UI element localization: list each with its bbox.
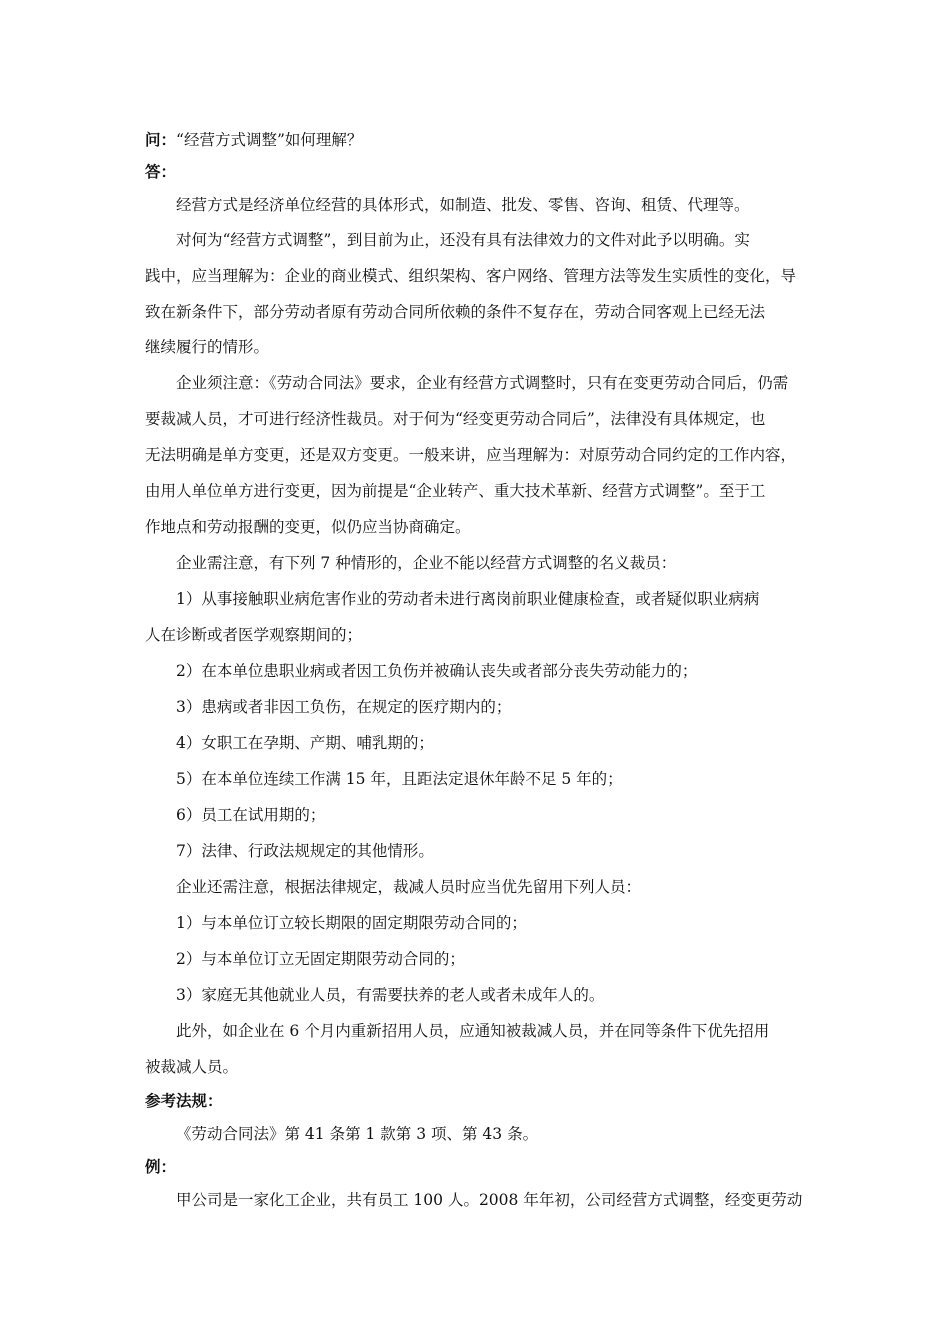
reference-label: 参考法规： <box>145 1092 223 1110</box>
answer-paragraph-3-line-5: 作地点和劳动报酬的变更，似仍应当协商确定。 <box>145 518 471 536</box>
list-item-1-line-1: 1）从事接触职业病危害作业的劳动者未进行离岗前职业健康检查，或者疑似职业病病 <box>176 590 760 608</box>
answer-paragraph-3-line-4: 由用人单位单方进行变更，因为前提是“企业转产、重大技术革新、经营方式调整”。至于工 <box>145 482 766 500</box>
answer-paragraph-3-line-3: 无法明确是单方变更，还是双方变更。一般来讲，应当理解为：对原劳动合同约定的工作内容， <box>145 446 797 464</box>
list-item-4: 4）女职工在孕期、产期、哺乳期的； <box>176 734 434 752</box>
answer-paragraph-6-line-1: 此外，如企业在 6 个月内重新招用人员，应通知被裁减人员，并在同等条件下优先招用 <box>176 1022 770 1040</box>
question-line <box>145 130 810 150</box>
answer-paragraph-2-line-4: 继续履行的情形。 <box>145 338 270 356</box>
answer-paragraph-5: 企业还需注意，根据法律规定，裁减人员时应当优先留用下列人员： <box>176 878 642 896</box>
example-text: 甲公司是一家化工企业，共有员工 100 人。2008 年年初，公司经营方式调整，经变更劳动 <box>176 1191 803 1209</box>
reference-text: 《劳动合同法》第 41 条第 1 款第 3 项、第 43 条。 <box>176 1125 539 1143</box>
list-item-5: 5）在本单位连续工作满 15 年，且距法定退休年龄不足 5 年的； <box>176 770 623 788</box>
priority-item-1: 1）与本单位订立较长期限的固定期限劳动合同的； <box>176 914 527 932</box>
answer-label: 答： <box>145 163 177 181</box>
list-item-3: 3）患病或者非因工负伤，在规定的医疗期内的； <box>176 698 512 716</box>
answer-paragraph-2-line-3: 致在新条件下，部分劳动者原有劳动合同所依赖的条件不复存在，劳动合同客观上已经无法 <box>145 303 766 321</box>
question-text: “经营方式调整”如何理解？ <box>176 131 363 149</box>
answer-paragraph-3-line-1: 企业须注意：《劳动合同法》要求，企业有经营方式调整时，只有在变更劳动合同后，仍需 <box>176 374 789 392</box>
priority-item-2: 2）与本单位订立无固定期限劳动合同的； <box>176 950 465 968</box>
answer-paragraph-1: 经营方式是经济单位经营的具体形式，如制造、批发、零售、咨询、租赁、代理等。 <box>176 196 750 214</box>
question-label: 问： <box>145 131 177 149</box>
list-item-1-line-2: 人在诊断或者医学观察期间的； <box>145 626 363 644</box>
answer-paragraph-4: 企业需注意，有下列 7 种情形的，企业不能以经营方式调整的名义裁员： <box>176 554 677 572</box>
list-item-7: 7）法律、行政法规规定的其他情形。 <box>176 842 434 860</box>
answer-paragraph-2-line-2: 践中，应当理解为：企业的商业模式、组织架构、客户网络、管理方法等发生实质性的变化，导 <box>145 267 797 285</box>
answer-paragraph-6-line-2: 被裁减人员。 <box>145 1058 239 1076</box>
priority-item-3: 3）家庭无其他就业人员，有需要扶养的老人或者未成年人的。 <box>176 986 605 1004</box>
list-item-6: 6）员工在试用期的； <box>176 806 326 824</box>
example-label: 例： <box>145 1158 177 1176</box>
answer-paragraph-3-line-2: 要裁减人员，才可进行经济性裁员。对于何为“经变更劳动合同后”，法律没有具体规定，也 <box>145 410 766 428</box>
answer-paragraph-2-line-1: 对何为“经营方式调整”，到目前为止，还没有具有法律效力的文件对此予以明确。实 <box>176 231 750 249</box>
list-item-2: 2）在本单位患职业病或者因工负伤并被确认丧失或者部分丧失劳动能力的； <box>176 662 698 680</box>
